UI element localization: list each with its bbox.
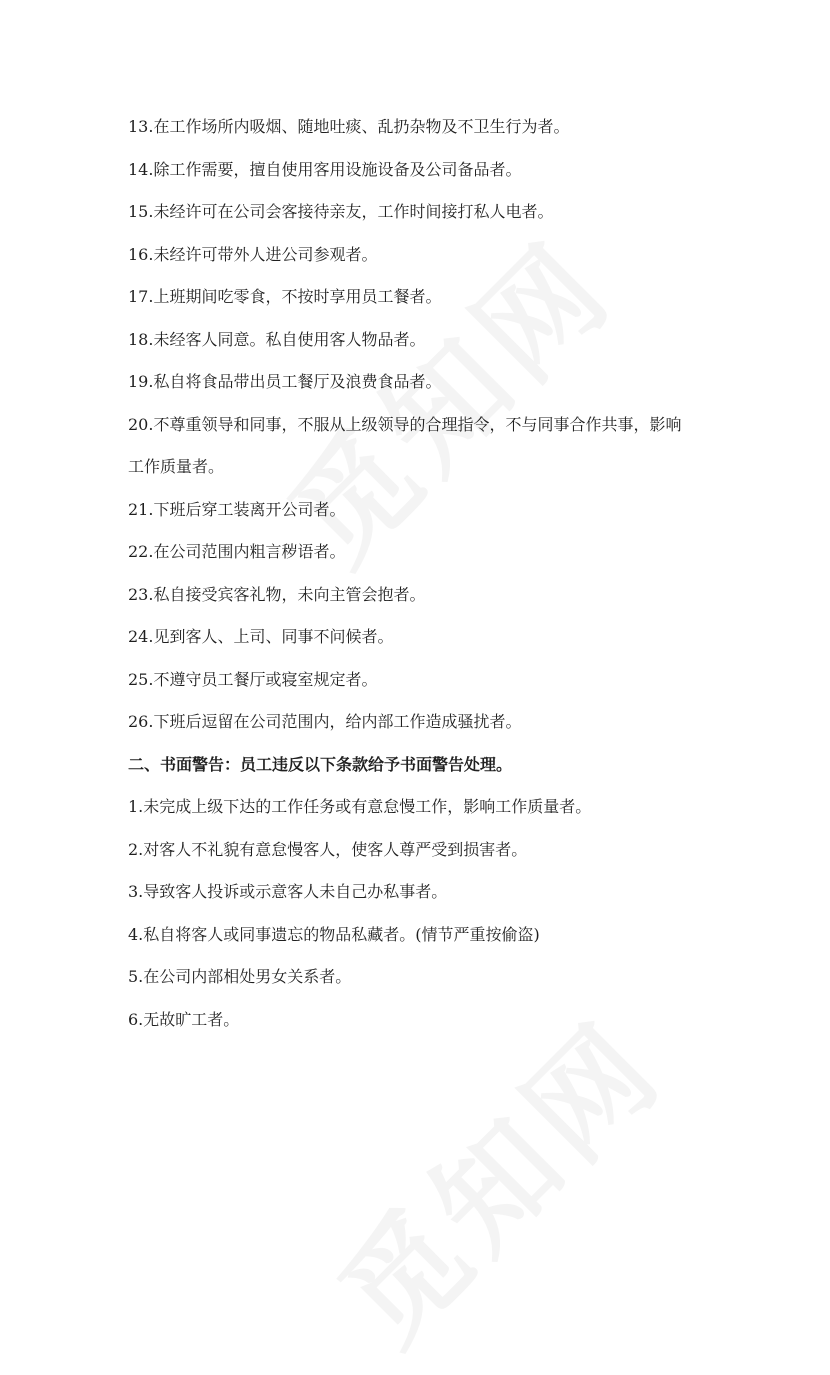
rule-item-20-continued: 工作质量者。: [128, 457, 225, 476]
warning-item-2: 2.对客人不礼貌有意怠慢客人，使客人尊严受到损害者。: [128, 839, 528, 859]
rule-item-19: 19.私自将食品带出员工餐厅及浪费食品者。: [128, 372, 442, 391]
rule-item-16: 16.未经许可带外人进公司参观者。: [128, 244, 378, 264]
rule-item-14: 14.除工作需要，擅自使用客用设施设备及公司备品者。: [128, 159, 522, 179]
rule-item-20: 20.不尊重领导和同事，不服从上级领导的合理指令，不与同事合作共事，影响: [128, 414, 682, 434]
rule-item-15: 15.未经许可在公司会客接待亲友，工作时间接打私人电者。: [128, 202, 554, 221]
rule-item-24: 24.见到客人、上司、同事不问候者。: [128, 627, 394, 646]
warning-item-1: 1.未完成上级下达的工作任务或有意怠慢工作，影响工作质量者。: [128, 797, 592, 816]
warning-item-5: 5.在公司内部相处男女关系者。: [128, 967, 352, 986]
document-body: [128, 106, 728, 1041]
rule-item-22: 22.在公司范围内粗言秽语者。: [128, 542, 346, 561]
rule-item-26: 26.下班后逗留在公司范围内，给内部工作造成骚扰者。: [128, 712, 522, 731]
rule-item-25: 25.不遵守员工餐厅或寝室规定者。: [128, 669, 378, 689]
rule-item-13: 13.在工作场所内吸烟、随地吐痰、乱扔杂物及不卫生行为者。: [128, 117, 570, 136]
warning-item-3: 3.导致客人投诉或示意客人未自己办私事者。: [128, 882, 448, 901]
rule-item-23: 23.私自接受宾客礼物，未向主管会抱者。: [128, 584, 426, 604]
section-heading-written-warning: 二、书面警告：员工违反以下条款给予书面警告处理。: [128, 754, 513, 774]
rule-item-21: 21.下班后穿工装离开公司者。: [128, 499, 346, 519]
rule-item-18: 18.未经客人同意。私自使用客人物品者。: [128, 329, 426, 349]
rule-item-17: 17.上班期间吃零食，不按时享用员工餐者。: [128, 287, 442, 306]
warning-item-4: 4.私自将客人或同事遗忘的物品私藏者。(情节严重按偷盗): [128, 924, 540, 944]
warning-item-6: 6.无故旷工者。: [128, 1009, 240, 1029]
